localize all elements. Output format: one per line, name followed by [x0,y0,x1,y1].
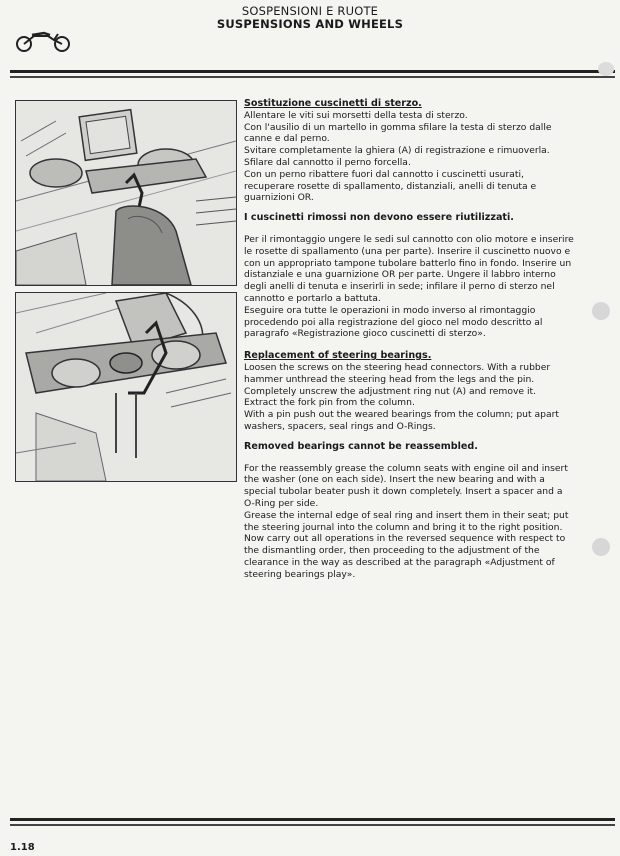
english-seal-paragraph: Grease the internal edge of seal ring and insert them in their seat; put the steering journal into the column and bring it to the right position. [244,509,569,533]
english-step-3: Extract the fork pin from the column. [244,397,415,409]
italian-warning: I cuscinetti rimossi non devono essere riutilizzati. [244,212,514,224]
page-number: 1.18 [10,842,35,853]
steering-head-figure-2 [15,292,237,482]
italian-step-3: Svitare completamente la ghiera (A) di registrazione e rimuoverla. [244,145,550,157]
english-final-paragraph: Now carry out all operations in the reversed sequence with respect to the dismantling order, then proceeding to the adjustment of the clearance in the way as described at the paragraph «Adjustment of steering bearings play». [244,533,566,580]
italian-step-5: Con un perno ribattere fuori dal cannotto i cuscinetti usurati, recuperare rosette di spallamento, distanziali, anelli di tenuta e guarnizioni OR. [244,168,537,204]
section-title-english: SUSPENSIONS AND WHEELS [216,17,404,31]
english-warning: Removed bearings cannot be reassembled. [244,440,478,452]
steering-head-figure-1 [15,100,237,286]
italian-step-1: Allentare le viti sui morsetti della testa di sterzo. [244,109,468,121]
english-step-1: Loosen the screws on the steering head connectors. With a rubber hammer unthread the steering head from the legs and the pin. [244,361,551,385]
italian-step-2: Con l'ausilio di un martello in gomma sfilare la testa di sterzo dalle canne e dal perno. [244,121,552,145]
motorcycle-icon [14,30,74,52]
italian-heading: Sostituzione cuscinetti di sterzo. [244,98,422,109]
binder-hole [592,538,610,556]
english-step-2: Completely unscrew the adjustment ring nut (A) and remove it. [244,385,537,397]
header-divider [10,70,615,73]
footer-divider-thin [10,824,615,826]
binder-hole [592,302,610,320]
text-column [244,98,575,580]
section-title-italian: SOSPENSIONI E RUOTE [241,4,379,18]
english-step-4: With a pin push out the weared bearings from the column; put apart washers, spacers, seal rings and O-Rings. [244,409,559,432]
footer-divider [10,818,615,821]
english-heading: Replacement of steering bearings. [244,350,432,362]
italian-final-paragraph: Eseguire ora tutte le operazioni in modo inverso al rimontaggio procedendo poi alla registrazione del gioco nel modo descritto al paragrafo «Registrazione gioco cuscinetti di sterzo». [244,304,543,340]
page-smudge [598,62,614,76]
english-reassembly-paragraph: For the reassembly grease the column seats with engine oil and insert the washer (one on each side). Insert the new bearing and with a special tubolar beater push it down completely. Insert a spacer and a O-Ring per side. [244,462,568,509]
header-divider-thin [10,76,615,78]
italian-reassembly-paragraph: Per il rimontaggio ungere le sedi sul cannotto con olio motore e inserire le rosette di spallamento (una per parte). Inserire il cuscinetto nuovo e con un appropriato tampone tubolare batterlo fino in fondo. Inserire un distanziale e una guarnizione OR per parte. Ungere il labbro interno degli anelli di tenuta e inserirli in sede; infilare il perno di sterzo nel cannotto e portarlo a battuta. [244,233,574,304]
italian-step-4: Sfilare dal cannotto il perno forcella. [244,156,411,168]
